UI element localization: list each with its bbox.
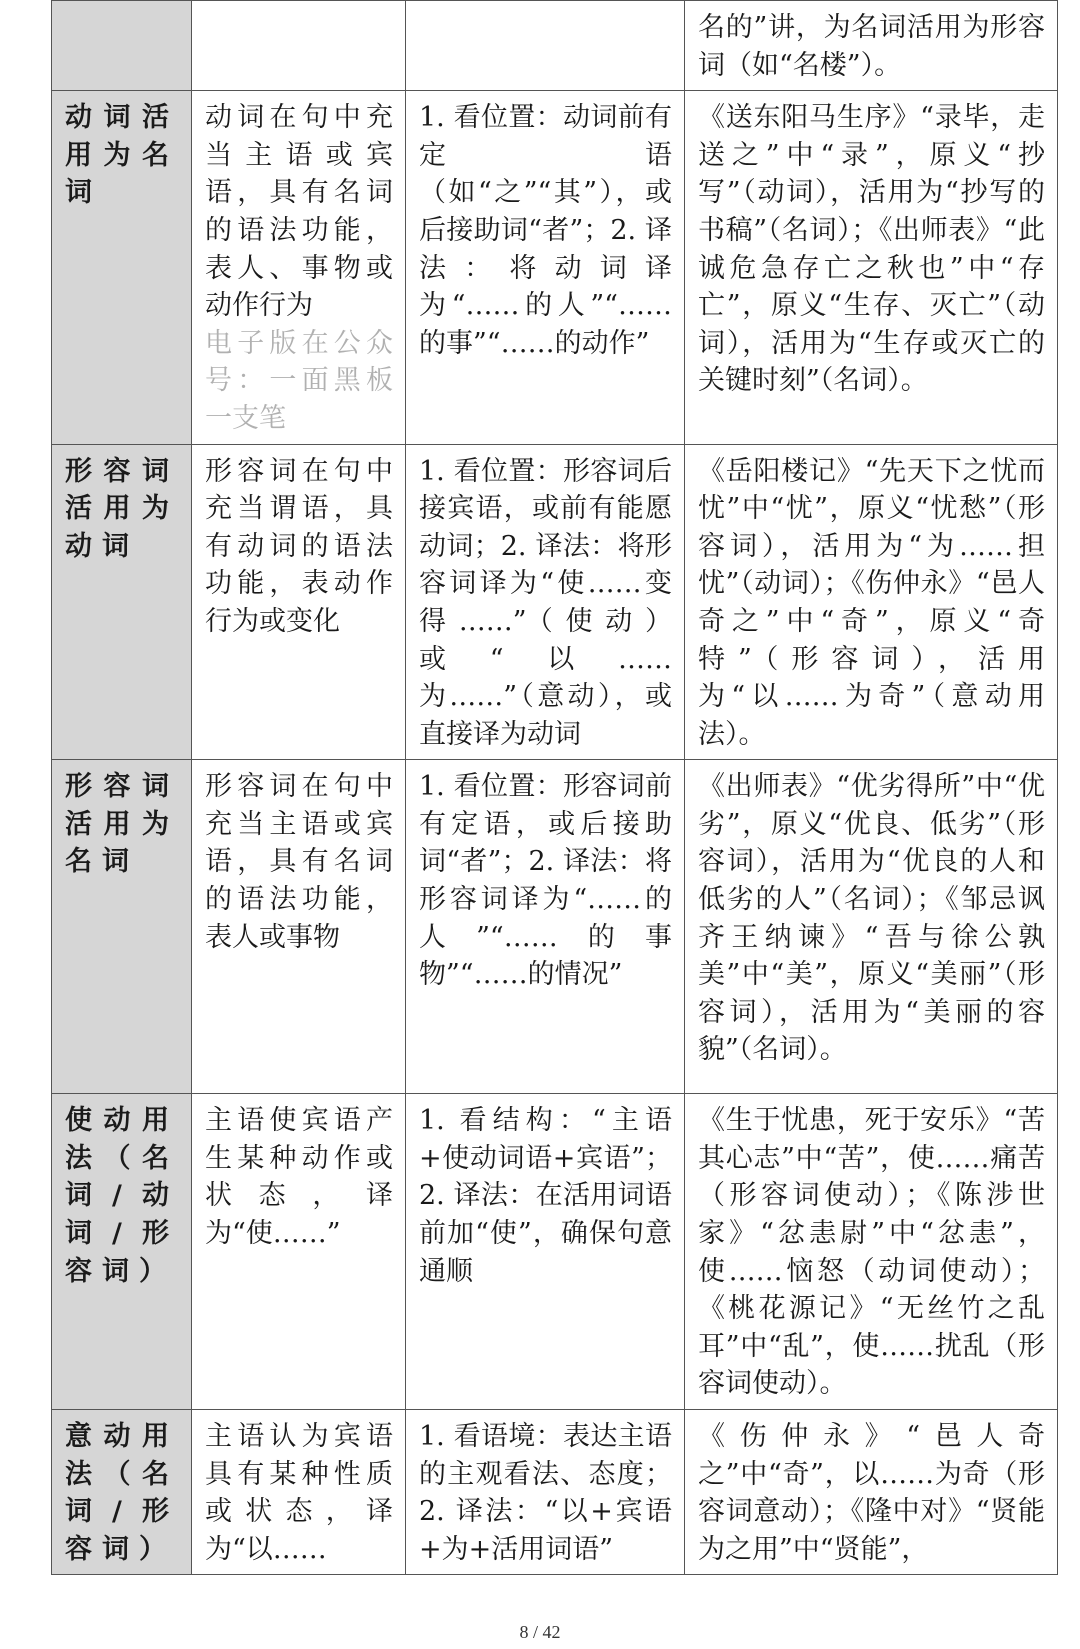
table-row (52, 444, 1058, 760)
example-cell: 《出师表》“优劣得所”中“优劣”，原义“优良、低劣”（形容词），活用为“优良的人和低劣的人”（名词）；《邹忌讽齐王纳谏》“吾与徐公孰美”中“美”，原义“美丽”（形容词），活用为“美丽的容貌”（名词）。 (685, 760, 1058, 1094)
feature-cell: 形容词在句中充当主语或宾语，具有名词的语法功能，表人或事物 (192, 760, 406, 1094)
example-cell: 《伤仲永》“邑人奇之”中“奇”，以……为奇（形容词意动）；《隆中对》“贤能为之用”中“贤能”， (685, 1410, 1058, 1575)
table-row (52, 91, 1058, 444)
method-cell: 1. 看语境：表达主语的主观看法、态度；2. 译法：“以+宾语+为+活用词语” (406, 1410, 685, 1575)
category-cell (52, 1, 192, 91)
example-cell: 《岳阳楼记》“先天下之忧而忧”中“忧”，原义“忧愁”（形容词），活用为“为……担忧”（动词）；《伤仲永》“邑人奇之”中“奇”，原义“奇特”（形容词），活用为“以……为奇”（意动用法）。 (685, 444, 1058, 760)
feature-cell: 主语使宾语产生某种动作或状态，译为“使……” (192, 1094, 406, 1410)
feature-text: 动词在句中充当主语或宾语，具有名词的语法功能，表人、事物或动作行为 (205, 102, 393, 322)
feature-cell (192, 91, 406, 444)
word-usage-table (51, 0, 1058, 1575)
method-cell: 1. 看位置：动词前有定语（如“之”“其”），或后接助词“者”；2. 译法：将动词译为“……的人”“……的事”“……的动作” (406, 91, 685, 444)
method-cell: 1. 看位置：形容词后接宾语，或前有能愿动词；2. 译法：将形容词译为“使……变得……”（使动）或“以……为……”（意动），或直接译为动词 (406, 444, 685, 760)
category-cell: 使动用法（名词/动词/形容词） (52, 1094, 192, 1410)
example-cell: 名的”讲，为名词活用为形容词（如“名楼”）。 (685, 1, 1058, 91)
table-row (52, 1, 1058, 91)
feature-cell: 形容词在句中充当谓语，具有动词的语法功能，表动作行为或变化 (192, 444, 406, 760)
category-cell: 意动用法（名词/形容词） (52, 1410, 192, 1575)
method-cell: 1. 看结构：“主语+使动词语+宾语”；2. 译法：在活用词语前加“使”，确保句意通顺 (406, 1094, 685, 1410)
table-row (52, 760, 1058, 1094)
method-cell (406, 1, 685, 91)
category-cell: 动词活用为名词 (52, 91, 192, 444)
page-number: 8 / 42 (519, 1622, 561, 1642)
table-row (52, 1410, 1058, 1575)
method-cell: 1. 看位置：形容词前有定语，或后接助词“者”；2. 译法：将形容词译为“……的人”“……的事物”“……的情况” (406, 760, 685, 1094)
watermark-text: 电子版在公众号：一面黑板一支笔 (205, 327, 393, 434)
category-cell: 形容词活用为名词 (52, 760, 192, 1094)
example-cell: 《生于忧患，死于安乐》“苦其心志”中“苦”，使……痛苦（形容词使动）；《陈涉世家》“忿恚尉”中“忿恚”，使……恼怒（动词使动）；《桃花源记》“无丝竹之乱耳”中“乱”，使……扰乱（形容词使动）。 (685, 1094, 1058, 1410)
table-row (52, 1094, 1058, 1410)
feature-cell (192, 1, 406, 91)
category-cell: 形容词活用为动词 (52, 444, 192, 760)
feature-cell: 主语认为宾语具有某种性质或状态，译为“以…… (192, 1410, 406, 1575)
example-cell: 《送东阳马生序》“录毕，走送之”中“录”，原义“抄写”（动词），活用为“抄写的书稿”（名词）；《出师表》“此诚危急存亡之秋也”中“存亡”，原义“生存、灭亡”（动词），活用为“生存或灭亡的关键时刻”（名词）。 (685, 91, 1058, 444)
